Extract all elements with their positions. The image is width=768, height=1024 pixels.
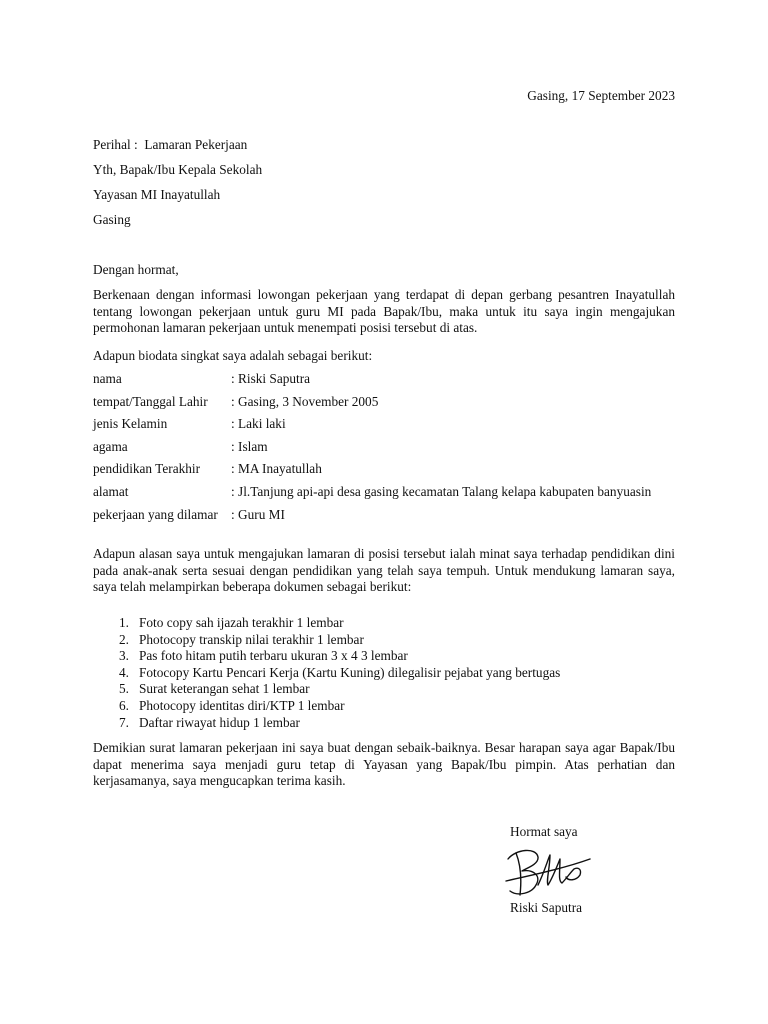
list-item [93,648,560,665]
signature-image [502,845,592,901]
signer-name: Riski Saputra [510,900,583,915]
list-number: 7. [119,714,129,730]
salutation: Dengan hormat, [93,262,179,277]
list-text: Fotocopy Kartu Pencari Kerja (Kartu Kuning) dilegalisir pejabat yang bertugas [139,664,561,680]
biodata-row [93,484,693,507]
biodata-label: jenis Kelamin [93,416,168,432]
list-number: 5. [119,681,129,697]
recipient-line: Yth, Bapak/Ibu Kepala Sekolah [93,162,263,177]
biodata-intro: Adapun biodata singkat saya adalah sebagai berikut: [93,348,373,363]
list-number: 2. [119,631,129,647]
list-text: Pas foto hitam putih terbaru ukuran 3 x 4 3 lembar [139,648,408,664]
list-item [93,632,560,649]
list-text: Photocopy transkip nilai terakhir 1 lembar [139,631,364,647]
biodata-value: : Jl.Tanjung api-api desa gasing kecamatan Talang kelapa kabupaten banyuasin [231,483,652,499]
biodata-table [93,371,693,529]
list-number: 3. [119,648,129,664]
list-text: Foto copy sah ijazah terakhir 1 lembar [139,615,344,630]
institution-line: Yayasan MI Inayatullah [93,187,221,202]
list-number: 4. [119,664,129,680]
biodata-value: : Guru MI [231,506,285,522]
biodata-row [93,507,693,530]
letter-date: Gasing, 17 September 2023 [527,88,675,103]
letter-header [93,137,262,237]
biodata-value: : Laki laki [231,416,286,432]
biodata-value: : Gasing, 3 November 2005 [231,393,379,409]
place-line: Gasing [93,212,131,227]
biodata-value: : MA Inayatullah [231,461,322,477]
biodata-label: alamat [93,483,129,499]
intro-paragraph: Berkenaan dengan informasi lowongan pekerjaan yang terdapat di depan gerbang pesantren Inayatullah tentang lowongan pekerjaan untuk guru MI pada Bapak/Ibu, maka untuk itu saya ingin mengajukan permohonan lamaran pekerjaan untuk menempati posisi tersebut di atas. [93,287,675,336]
list-text: Surat keterangan sehat 1 lembar [139,681,310,697]
closing-paragraph: Demikian surat lamaran pekerjaan ini saya buat dengan sebaik-baiknya. Besar harapan saya agar Bapak/Ibu dapat menerima saya menjadi guru tetap di Yayasan yang Bapak/Ibu pimpin. Atas perhatian dan kerjasamanya, saya mengucapkan terima kasih. [93,740,675,789]
biodata-label: tempat/Tanggal Lahir [93,393,208,409]
biodata-row [93,394,693,417]
biodata-row [93,371,693,394]
biodata-label: agama [93,438,128,454]
list-item [93,615,560,632]
list-text: Daftar riwayat hidup 1 lembar [139,714,300,730]
biodata-row [93,416,693,439]
closing-phrase: Hormat saya [510,824,578,839]
list-item [93,681,560,698]
list-text: Photocopy identitas diri/KTP 1 lembar [139,697,345,713]
biodata-label: pekerjaan yang dilamar [93,506,218,522]
list-number: 6. [119,697,129,713]
subject-line: Perihal : Lamaran Pekerjaan [93,137,248,152]
biodata-value: : Riski Saputra [231,371,311,386]
documents-list [93,615,560,731]
list-item [93,698,560,715]
biodata-row [93,461,693,484]
list-item [93,665,560,682]
list-number: 1. [119,615,129,630]
biodata-value: : Islam [231,438,268,454]
biodata-label: nama [93,371,122,386]
biodata-row [93,439,693,462]
list-item [93,715,560,732]
reason-paragraph: Adapun alasan saya untuk mengajukan lamaran di posisi tersebut ialah minat saya terhadap pendidikan dini pada anak-anak serta sesuai dengan pendidikan yang telah saya tempuh. Untuk mendukung lamaran saya, saya telah melampirkan beberapa dokumen sebagai berikut: [93,546,675,595]
biodata-label: pendidikan Terakhir [93,461,201,477]
